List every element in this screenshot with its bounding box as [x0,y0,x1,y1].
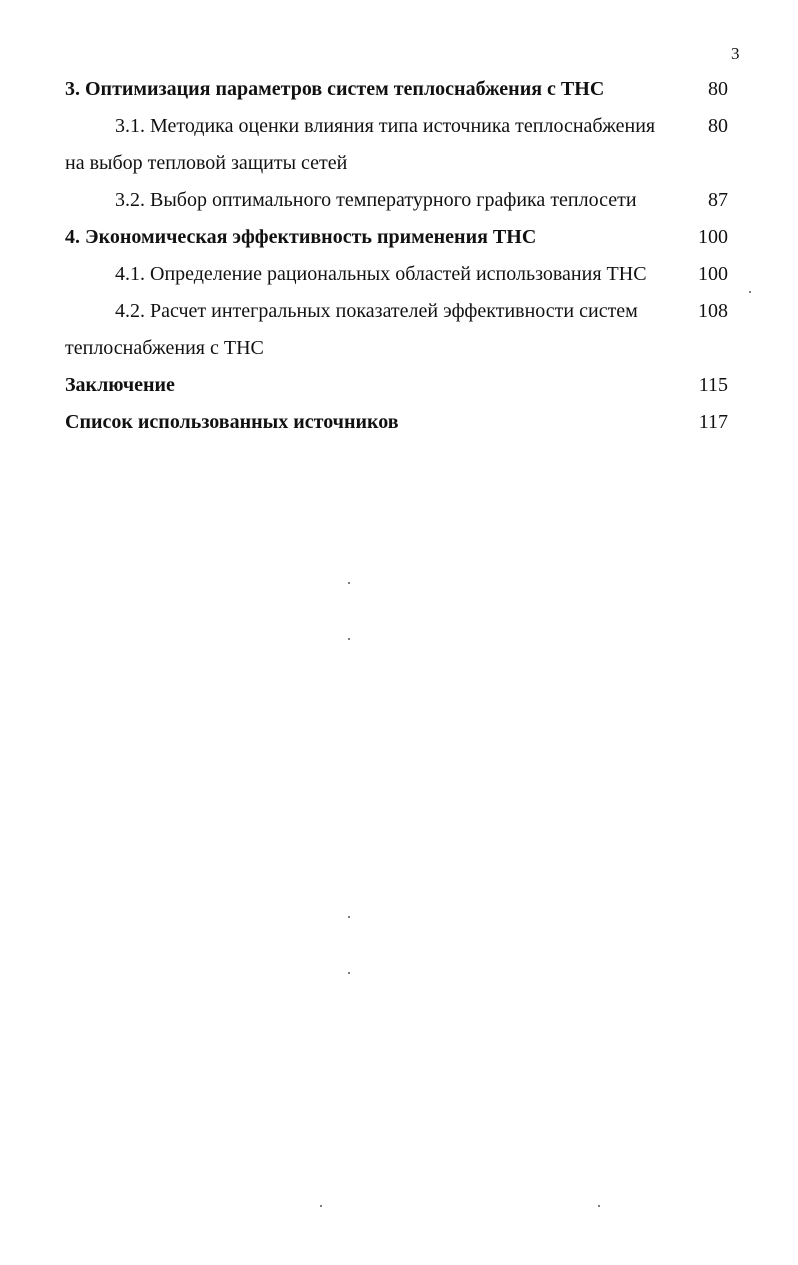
toc-entry-title: 3. Оптимизация параметров систем теплоснабжения с ТНС [65,78,605,100]
toc-entry-page: 100 [698,226,728,248]
table-of-contents [0,71,798,441]
toc-entry-section-3-1[interactable] [0,108,798,145]
toc-entry-title: 4.1. Определение рациональных областей использования ТНС [115,263,647,285]
scan-speck [348,916,350,918]
toc-entry-title: на выбор тепловой защиты сетей [65,152,348,174]
toc-entry-page: 80 [708,115,728,137]
scan-speck [598,1205,600,1207]
scan-speck [348,972,350,974]
toc-entry-page: 108 [698,300,728,322]
toc-entry-page: 87 [708,189,728,211]
scan-speck [348,638,350,640]
toc-entry-section-4-1[interactable] [0,256,798,293]
toc-entry-page: 80 [708,78,728,100]
toc-entry-section-3-1-continuation [0,145,798,182]
scan-speck [320,1205,322,1207]
toc-entry-page: 115 [698,374,728,396]
toc-entry-chapter-4[interactable] [0,219,798,256]
toc-entry-title: 4. Экономическая эффективность применения ТНС [65,226,537,248]
toc-entry-chapter-3[interactable] [0,71,798,108]
toc-entry-section-3-2[interactable] [0,182,798,219]
toc-entry-conclusion[interactable] [0,367,798,404]
toc-entry-title: Заключение [65,374,175,396]
toc-entry-title: 4.2. Расчет интегральных показателей эффективности систем [115,300,638,322]
toc-entry-title: Список использованных источников [65,411,399,433]
scan-speck [749,291,751,293]
toc-entry-title: 3.2. Выбор оптимального температурного графика теплосети [115,189,637,211]
toc-entry-page: 100 [698,263,728,285]
toc-entry-page: 117 [698,411,728,433]
toc-entry-references[interactable] [0,404,798,441]
toc-entry-section-4-2-continuation [0,330,798,367]
toc-entry-title: теплоснабжения с ТНС [65,337,264,359]
scan-speck [348,582,350,584]
toc-entry-section-4-2[interactable] [0,293,798,330]
page-number: 3 [731,44,740,63]
toc-entry-title: 3.1. Методика оценки влияния типа источника теплоснабжения [115,115,656,137]
